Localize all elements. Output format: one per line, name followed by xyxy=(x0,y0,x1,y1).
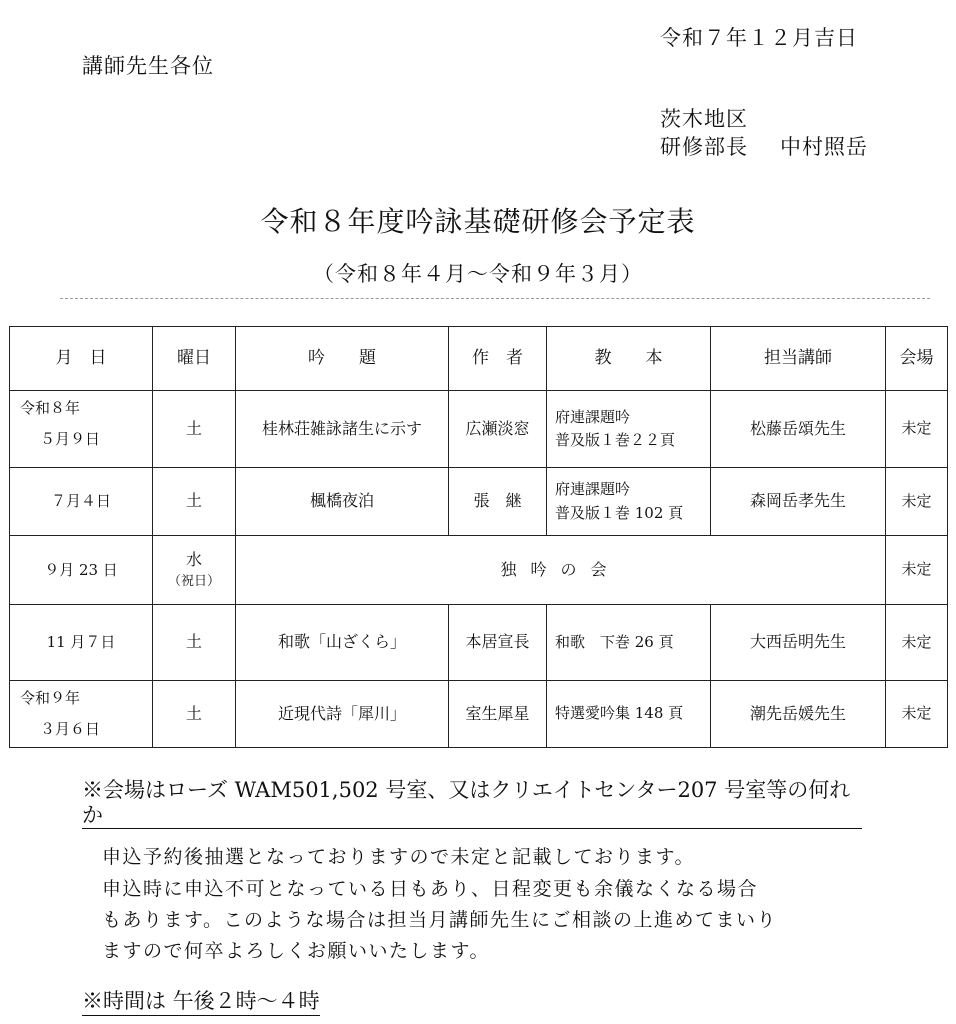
venue-cell: 未定 xyxy=(886,468,948,536)
textbook-cell xyxy=(547,468,711,536)
textbook-cell xyxy=(547,391,711,468)
header-instructor: 担当講師 xyxy=(711,327,886,391)
date-value: 11 月７日 xyxy=(46,633,116,652)
table-header-row xyxy=(10,327,948,391)
table-row xyxy=(10,681,948,748)
addressee: 講師先生各位 xyxy=(82,54,214,78)
date-cell xyxy=(10,536,153,605)
venue-note-heading: ※会場はローズ WAM501,502 号室、又はクリエイトセンター207 号室等の何れか xyxy=(82,778,862,829)
venue-note-line: もあります。このような場合は担当月講師先生にご相談の上進めてまいり xyxy=(102,909,777,931)
date-year: 令和９年 xyxy=(20,689,81,707)
document-date: 令和７年１２月吉日 xyxy=(660,26,858,50)
schedule-table xyxy=(9,326,948,748)
poem-cell: 楓橋夜泊 xyxy=(236,468,449,536)
date-value: ５月９日 xyxy=(40,430,101,448)
date-cell xyxy=(10,605,153,681)
textbook-line: 府連課題吟 xyxy=(555,480,631,499)
holiday-note: （祝日） xyxy=(167,574,220,590)
weekday-cell: 土 xyxy=(153,468,236,536)
date-cell xyxy=(10,468,153,536)
textbook-line: 府連課題吟 xyxy=(555,407,631,426)
header-author: 作 者 xyxy=(449,327,547,391)
weekday-cell: 土 xyxy=(153,391,236,468)
date-value: ７月４日 xyxy=(50,492,111,511)
author-cell: 室生犀星 xyxy=(449,681,547,748)
time-note: ※時間は 午後２時～４時 xyxy=(82,985,320,1016)
poem-cell: 和歌「山ざくら」 xyxy=(236,605,449,681)
header-textbook: 教 本 xyxy=(547,327,711,391)
date-cell xyxy=(10,391,153,468)
venue-note-line: ますので何卒よろしくお願いいたします。 xyxy=(102,940,490,962)
sender-area: 茨木地区 xyxy=(660,107,748,131)
header-weekday: 曜日 xyxy=(153,327,236,391)
date-value: ９月 23 日 xyxy=(44,560,118,579)
header-date: 月 日 xyxy=(10,327,153,391)
poem-cell: 桂林荘雑詠諸生に示す xyxy=(236,391,449,468)
textbook-cell: 和歌 下巻 26 頁 xyxy=(547,605,711,681)
weekday-cell xyxy=(153,536,236,605)
table-row xyxy=(10,536,948,605)
sender-role: 研修部長 xyxy=(660,135,748,159)
date-year: 令和８年 xyxy=(20,399,81,417)
instructor-cell: 森岡岳孝先生 xyxy=(711,468,886,536)
sender-name: 中村照岳 xyxy=(780,135,868,159)
weekday-cell: 土 xyxy=(153,681,236,748)
textbook-line: 普及版１巻２２頁 xyxy=(555,431,676,449)
date-value: ３月６日 xyxy=(40,720,101,738)
header-venue: 会場 xyxy=(886,327,948,391)
venue-note-line: 申込時に申込不可となっている日もあり、日程変更も余儀なくなる場合 xyxy=(102,878,759,900)
header-poem: 吟 題 xyxy=(236,327,449,391)
venue-note-line: 申込予約後抽選となっておりますので未定と記載しております。 xyxy=(102,846,695,868)
instructor-cell: 大西岳明先生 xyxy=(711,605,886,681)
event-cell: 独吟の会 xyxy=(236,536,886,605)
venue-cell: 未定 xyxy=(886,536,948,605)
table-row xyxy=(10,605,948,681)
instructor-cell: 松藤岳頌先生 xyxy=(711,391,886,468)
textbook-cell: 特選愛吟集 148 頁 xyxy=(547,681,711,748)
weekday-value: 水 xyxy=(185,549,202,569)
venue-cell: 未定 xyxy=(886,391,948,468)
document-subtitle: （令和８年４月～令和９年３月） xyxy=(313,262,643,286)
venue-cell: 未定 xyxy=(886,681,948,748)
author-cell: 本居宣長 xyxy=(449,605,547,681)
author-cell: 張 継 xyxy=(449,468,547,536)
textbook-line: 普及版１巻 102 頁 xyxy=(555,503,684,522)
date-cell xyxy=(10,681,153,748)
table-row xyxy=(10,468,948,536)
instructor-cell: 潮先岳媛先生 xyxy=(711,681,886,748)
venue-cell: 未定 xyxy=(886,605,948,681)
weekday-cell: 土 xyxy=(153,605,236,681)
table-row xyxy=(10,391,948,468)
dashed-divider xyxy=(60,298,930,299)
poem-cell: 近現代詩「犀川」 xyxy=(236,681,449,748)
author-cell: 広瀬淡窓 xyxy=(449,391,547,468)
document-title: 令和８年度吟詠基礎研修会予定表 xyxy=(260,205,696,238)
